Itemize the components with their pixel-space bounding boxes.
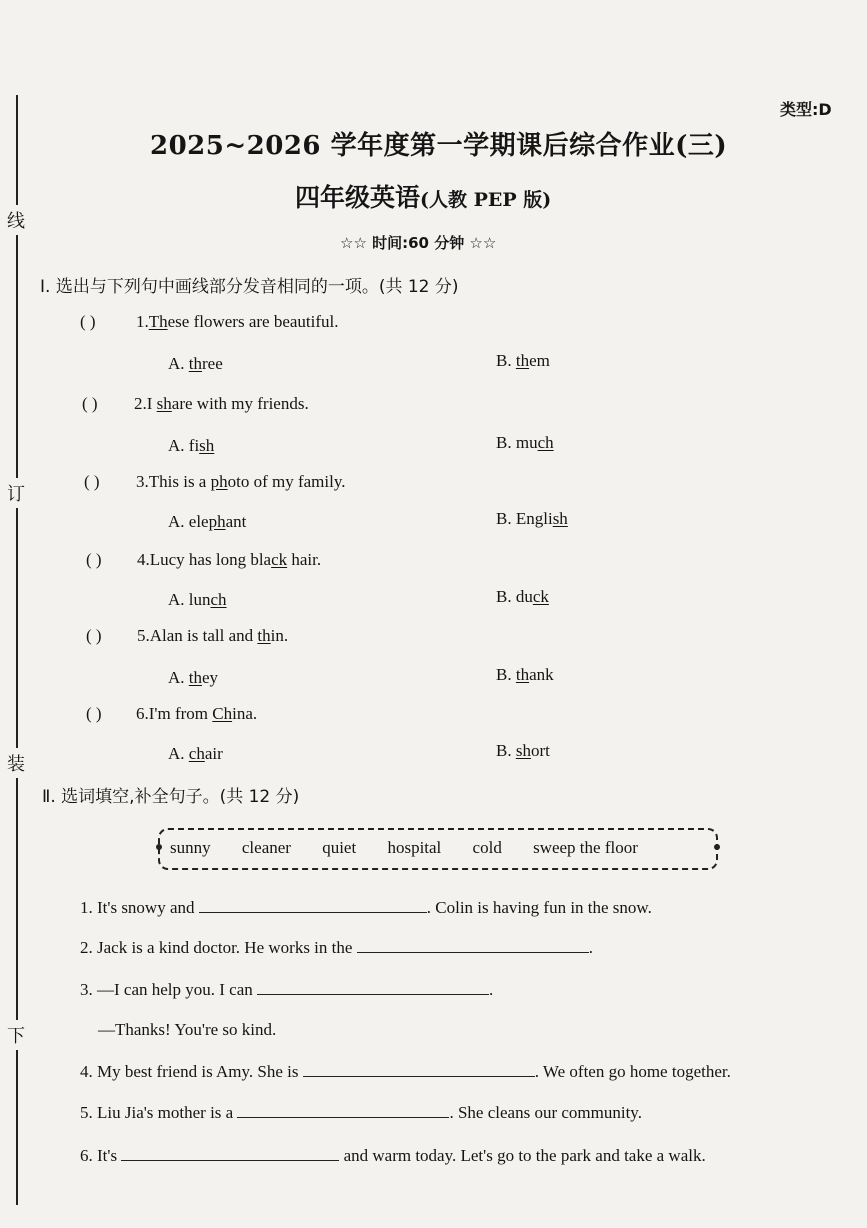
underlined-sound: th (188, 668, 203, 687)
option-label: B. (496, 665, 512, 684)
sentence-text: . We often go home together. (534, 1062, 731, 1081)
question-text: hair. (287, 550, 322, 569)
word-bank (158, 828, 718, 870)
option-label: A. (168, 354, 185, 373)
underlined-sound: ph (208, 512, 226, 531)
option-a[interactable] (168, 436, 214, 456)
underlined-sound: Ch (212, 704, 233, 723)
word-bank-item: cleaner (241, 838, 291, 857)
question-3 (136, 472, 346, 492)
underlined-sound: th (257, 626, 271, 645)
question-text: ina. (232, 704, 258, 723)
answer-blank[interactable] (121, 1146, 339, 1161)
answer-blank[interactable] (237, 1103, 449, 1118)
sentence-text: . She cleans our community. (449, 1103, 642, 1122)
option-b[interactable] (496, 351, 550, 371)
answer-paren[interactable]: ( ) (84, 472, 100, 491)
question-text: ese flowers are beautiful. (167, 312, 339, 331)
subtitle (295, 178, 551, 214)
option-b[interactable] (496, 741, 550, 761)
question-number: 6. (136, 704, 149, 723)
word-bank-item: hospital (387, 838, 442, 857)
question-text: oto of my family. (227, 472, 346, 491)
option-text: em (529, 351, 550, 370)
option-label: B. (496, 741, 512, 760)
question-2 (134, 394, 309, 414)
word-bank-item: sweep the floor (533, 838, 638, 857)
option-text: mu (515, 433, 538, 452)
underlined-sound: ck (532, 587, 549, 606)
option-label: B. (496, 509, 512, 528)
underlined-sound: ch (188, 744, 205, 763)
question-1 (136, 312, 339, 332)
underlined-sound: th (515, 665, 530, 684)
fill-sentence (80, 1146, 706, 1166)
answer-paren[interactable]: ( ) (86, 626, 102, 645)
question-text: Alan is tall and (149, 626, 258, 645)
binding-char: 下 (7, 1020, 25, 1050)
option-b[interactable] (496, 587, 549, 607)
time-limit: ☆☆ 时间:60 分钟 ☆☆ (340, 234, 497, 252)
option-text: lun (188, 590, 211, 609)
answer-paren[interactable]: ( ) (86, 704, 102, 723)
word-bank-item: quiet (322, 838, 357, 857)
option-text: ey (202, 668, 219, 687)
underlined-sound: ph (210, 472, 228, 491)
section-1-heading: Ⅰ. 选出与下列句中画线部分发音相同的一项。(共 12 分) (40, 277, 459, 297)
underlined-sound: ch (537, 433, 554, 452)
underlined-sound: ck (271, 550, 288, 569)
question-text: This is a (148, 472, 211, 491)
option-b[interactable] (496, 665, 554, 685)
fill-sentence (80, 1062, 731, 1082)
answer-blank[interactable] (303, 1062, 535, 1077)
underlined-sound: th (188, 354, 203, 373)
option-label: A. (168, 590, 185, 609)
option-b[interactable] (496, 433, 554, 453)
question-text: I'm from (148, 704, 213, 723)
subtitle-edition: (人教 PEP 版) (420, 189, 552, 211)
option-label: A. (168, 744, 185, 763)
option-a[interactable] (168, 354, 223, 374)
option-text: ank (529, 665, 554, 684)
option-text: du (515, 587, 533, 606)
option-label: B. (496, 351, 512, 370)
option-label: A. (168, 512, 185, 531)
option-text: ele (188, 512, 209, 531)
question-number: 1. (136, 312, 149, 331)
option-a[interactable] (168, 590, 227, 610)
fill-sentence (80, 938, 593, 958)
option-text: ort (530, 741, 550, 760)
underlined-sound: sh (515, 741, 531, 760)
answer-blank[interactable] (199, 898, 427, 913)
answer-paren[interactable]: ( ) (86, 550, 102, 569)
option-label: A. (168, 668, 185, 687)
option-text: Engli (515, 509, 553, 528)
underlined-sound: Th (148, 312, 168, 331)
option-a[interactable] (168, 512, 246, 532)
underlined-sound: th (515, 351, 530, 370)
fill-sentence-reply: —Thanks! You're so kind. (98, 1020, 277, 1039)
sentence-text: 1. It's snowy and (80, 898, 195, 917)
subtitle-main: 四年级英语 (295, 183, 421, 212)
page-title: 2025~2026 学年度第一学期课后综合作业(三) (150, 131, 728, 161)
sentence-text: and warm today. Let's go to the park and take a walk. (343, 1146, 706, 1165)
option-label: A. (168, 436, 185, 455)
answer-paren[interactable]: ( ) (80, 312, 96, 331)
underlined-sound: sh (156, 394, 172, 413)
option-label: B. (496, 433, 512, 452)
sentence-text: 4. My best friend is Amy. She is (80, 1062, 299, 1081)
fill-sentence (80, 1103, 642, 1123)
question-text: I (146, 394, 157, 413)
word-bank-item: sunny (170, 838, 211, 857)
word-bank-item: cold (472, 838, 502, 857)
question-5 (137, 626, 288, 646)
question-number: 2. (134, 394, 147, 413)
sentence-text: . (489, 980, 494, 999)
sentence-text: . Colin is having fun in the snow. (426, 898, 652, 917)
question-text: in. (270, 626, 289, 645)
underlined-sound: ch (210, 590, 227, 609)
option-a[interactable] (168, 668, 218, 688)
question-number: 5. (137, 626, 150, 645)
question-number: 3. (136, 472, 149, 491)
sentence-text: 6. It's (80, 1146, 118, 1165)
sentence-text: 2. Jack is a kind doctor. He works in the (80, 938, 353, 957)
fill-sentence (80, 980, 493, 1000)
type-label: 类型:D (780, 100, 832, 119)
option-text: ant (225, 512, 247, 531)
question-text: are with my friends. (171, 394, 309, 413)
answer-paren[interactable]: ( ) (82, 394, 98, 413)
question-text: Lucy has long bla (149, 550, 272, 569)
section-2-heading: Ⅱ. 选词填空,补全句子。(共 12 分) (42, 787, 300, 807)
option-text: air (204, 744, 223, 763)
sentence-text: 3. —I can help you. I can (80, 980, 253, 999)
fill-sentence (80, 898, 652, 918)
question-6 (136, 704, 257, 724)
question-4 (137, 550, 321, 570)
underlined-sound: sh (552, 509, 568, 528)
option-label: B. (496, 587, 512, 606)
answer-blank[interactable] (257, 980, 489, 995)
option-a[interactable] (168, 744, 223, 764)
answer-blank[interactable] (357, 938, 589, 953)
binding-char: 订 (7, 478, 25, 508)
binding-char: 装 (7, 748, 25, 778)
binding-char: 线 (7, 205, 25, 235)
underlined-sound: sh (199, 436, 215, 455)
sentence-text: 5. Liu Jia's mother is a (80, 1103, 234, 1122)
question-number: 4. (137, 550, 150, 569)
sentence-text: . (588, 938, 593, 957)
option-b[interactable] (496, 509, 568, 529)
option-text: fi (188, 436, 200, 455)
option-text: ree (202, 354, 223, 373)
